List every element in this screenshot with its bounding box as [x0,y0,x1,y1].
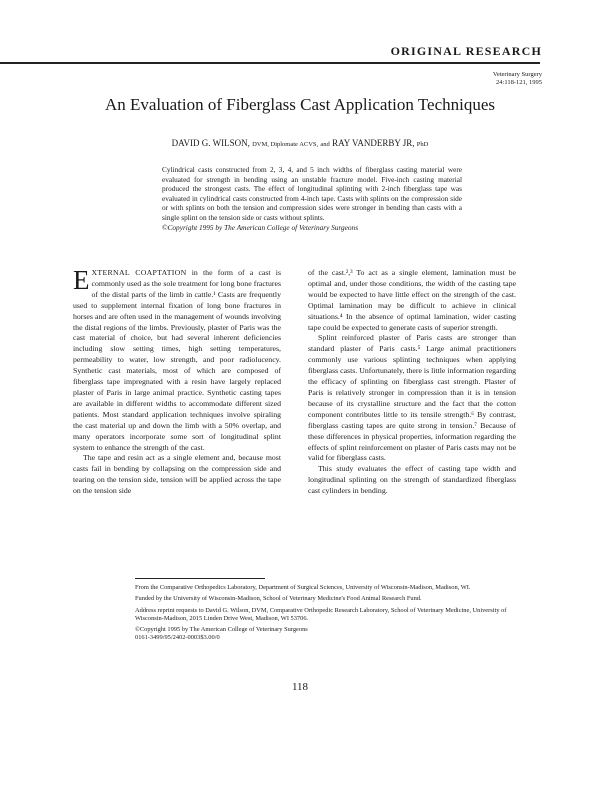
journal-reference [493,71,542,87]
body-paragraph: Splint reinforced plaster of Paris casts are stronger than standard plaster of Paris casts.⁵ Large animal practitioners commonly use various splinting techniques when applying fiberglass casts. Unfortunately, there is little information regarding the efficacy of splinting on fiberglass cast strength. Plaster of Paris is relatively stronger in compression than it is in tension because of its crystalline structure and the fact that the cotton component contributes little to its tensile strength.⁶ By contrast, fiberglass casting tapes are quite strong in tension.⁷ Because of these differences in physical properties, information regarding the effects of splint reinforcement on plaster of Paris casts may not be valid for fiberglass casts. [308,333,516,463]
body-column-left [73,265,282,497]
abstract-copyright: ©Copyright 1995 by The American College of Veterinary Surgeons [162,222,359,232]
author-conjunction: and [320,141,330,148]
author-1-degrees: DVM, Diplomate ACVS, [252,141,319,148]
journal-name: Veterinary Surgery [492,71,542,78]
drop-cap: E [73,265,90,295]
section-label: ORIGINAL RESEARCH [390,44,542,58]
author-2-name: RAY VANDERBY JR, [332,138,415,148]
author-1-name: DAVID G. WILSON, [171,138,250,148]
body-paragraph [73,265,282,453]
abstract [162,165,462,232]
footnote-rule [135,578,265,579]
author-line [0,138,600,148]
lead-in: XTERNAL COAPTATION [91,268,187,277]
body-paragraph: The tape and resin act as a single element and, because most casts fail in bending by collapsing on the compression side and tearing on the tension side, tension will be applied across the tape on the tension side [73,453,281,496]
footnote-address: Address reprint requests to David G. Wilson, DVM, Comparative Orthopedic Research Laboratory, School of Veterinary Medicine, University of Wisconsin-Madison, 2015 Linden Drive West, Madison, WI 53706. [135,606,507,622]
header-rule [0,62,540,64]
footnote-copyright: ©Copyright 1995 by The American College of Veterinary Surgeons [135,626,308,634]
body-paragraph: This study evaluates the effect of casting tape width and longitudinal splinting on the strength of standardized fiberglass cast cylinders in bending. [308,464,516,496]
author-2-degrees: PhD [416,141,429,148]
article-title: An Evaluation of Fiberglass Cast Application Techniques [104,95,496,114]
body-column-right [308,268,516,497]
journal-volume: 24:118-121, 1995 [496,79,542,86]
footnote-code: 0161-3499/95/2402-0003$3.00/0 [135,634,220,642]
paragraph-text: in the form of a cast is commonly used as the sole treatment for long bone fractures of the distal parts of the limb in cattle.¹ Casts are frequently used to supplement internal fixation of long bone fractures in horses and are often used in the management of wounds involving the distal regions of the limbs. Previously, plaster of Paris was the cast material of choice, but had several inherent deficiencies including slow setting times, high setting temperatures, permeability to water, low strength, and poor radiolucency. Synthetic cast materials, most of which are composed of fiberglass tape impregnated with a resin have largely replaced plaster of Paris in large animal practice. Synthetic casting tapes are available in different widths to accommodate different sized patients. Most standard application techniques involve spiraling the cast material up and down the limb with a 50% overlap, and many operators incorporate some sort of longitudinal splint system to enhance the strength of the cast. [73,268,282,452]
page-number: 118 [291,681,309,693]
body-paragraph: of the cast.²,³ To act as a single element, lamination must be optimal and, under those conditions, the width of the casting tape would be expected to have little effect on the strength of the cast. Optimal lamination may be difficult to achieve in clinical situations.⁴ In the absence of optimal lamination, wider casting tape could be expected to generate casts of superior strength. [308,268,516,332]
footnote-affiliation: From the Comparative Orthopedics Laboratory, Department of Surgical Sciences, University of Wisconsin-Madison, Madison, WI. [135,584,471,591]
footnote-funding: Funded by the University of Wisconsin-Madison, School of Veterinary Medicine's Food Animal Research Fund. [135,595,422,603]
abstract-text: Cylindrical casts constructed from 2, 3, 4, and 5 inch widths of fiberglass casting material were evaluated for strength in bending using an unstable fracture model. Five-inch casting material produced the strongest casts. The effect of longitudinal splinting with 2-inch fiberglass tape was evaluated in cylindrical casts constructed from 4-inch tape. Casts with splints on the compression side or with splints on both the tension and compression sides were stronger in bending than casts with a single splint on the tension side or casts without splints. [162,165,462,222]
footnotes [135,584,525,643]
